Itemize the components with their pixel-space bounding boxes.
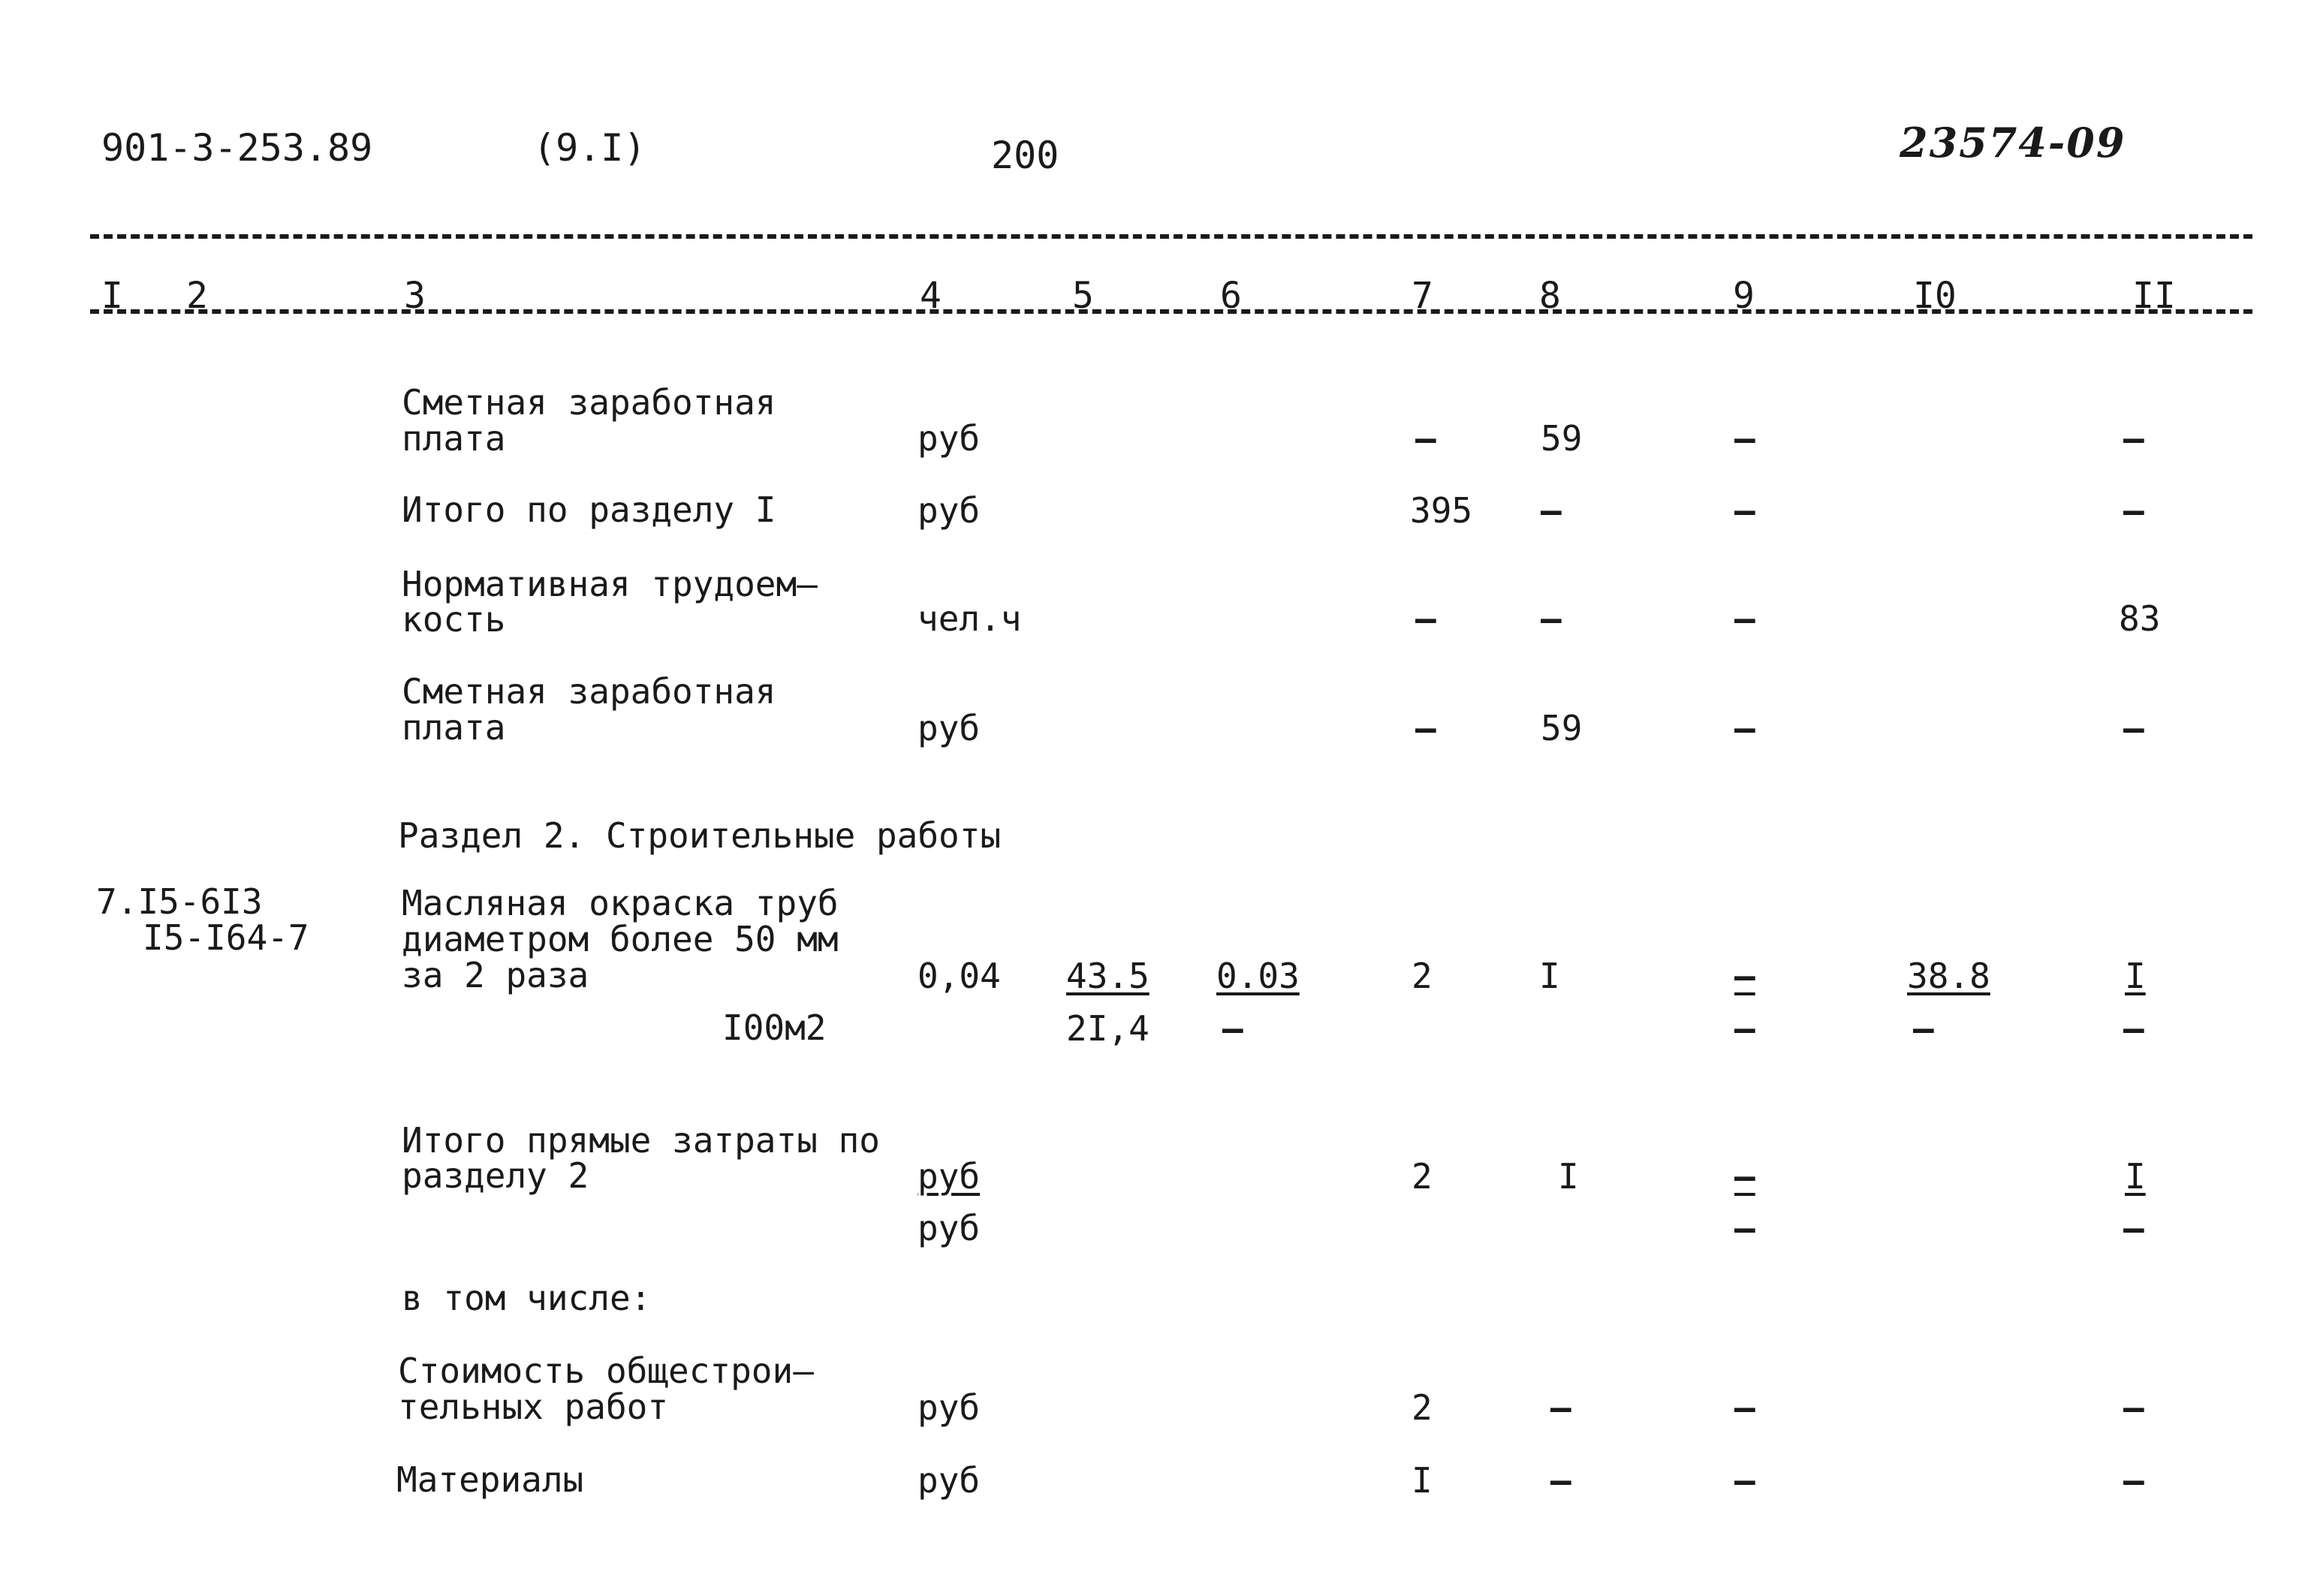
- col11-cell: –: [2123, 418, 2144, 459]
- unit-cell: руб: [917, 490, 981, 531]
- row-description-cont: диаметром более 50 мм: [402, 919, 839, 959]
- row-description: Итого прямые затраты по: [402, 1120, 880, 1161]
- row-description: Масляная окраска труб: [402, 883, 839, 923]
- col7-cell: –: [1415, 418, 1436, 459]
- row-description: Сметная заработная: [402, 671, 776, 712]
- col6-cell: 0.03: [1216, 956, 1300, 996]
- column-header-2: 2: [186, 275, 208, 317]
- col5-cell: 43.5: [1066, 956, 1149, 996]
- column-header-9: 9: [1733, 275, 1755, 317]
- col11-cell: I: [2125, 956, 2146, 996]
- unit-cell: руб: [917, 1156, 981, 1197]
- column-header-6: 6: [1220, 275, 1242, 317]
- norm-code: 7.I5-6I3: [96, 881, 263, 922]
- col9-cell: –: [1734, 490, 1755, 531]
- row-description-cont: кость: [402, 599, 506, 640]
- col7-cell: 2: [1412, 956, 1433, 996]
- measure-unit: I00м2: [722, 1007, 827, 1048]
- col9-cell: –: [1734, 1156, 1755, 1197]
- unit-cell: руб: [917, 1387, 981, 1428]
- col9-cell: –: [1734, 1387, 1755, 1428]
- col7-cell: 2: [1412, 1156, 1433, 1197]
- row-description-cont: плата: [402, 418, 506, 459]
- column-header-4: 4: [920, 275, 942, 317]
- row-description: Нормативная трудоем–: [402, 564, 818, 604]
- col7-cell: –: [1415, 598, 1436, 639]
- column-header-8: 8: [1539, 275, 1561, 317]
- row-description: Сметная заработная: [402, 382, 776, 423]
- col7-cell: –: [1415, 708, 1436, 748]
- section-heading: Раздел 2. Строительные работы: [398, 815, 1002, 856]
- col7-cell: 395: [1410, 490, 1473, 531]
- unit-cell: чел.ч: [917, 598, 1022, 639]
- col11-cell-sub: –: [2123, 1208, 2144, 1248]
- column-header-1: I: [101, 275, 123, 317]
- document-code: 901-3-253.89: [101, 126, 373, 170]
- quantity-cell: 0,04: [917, 956, 1001, 996]
- col9-cell: –: [1734, 418, 1755, 459]
- col9-cell-sub: –: [1734, 1208, 1755, 1248]
- col6-cell-sub: –: [1222, 1008, 1243, 1049]
- col9-cell: –: [1734, 1460, 1755, 1501]
- page-number: 200: [991, 134, 1059, 177]
- archive-stamp-number: 23574-09: [1900, 119, 2126, 167]
- col9-cell: –: [1734, 956, 1755, 996]
- row-description: Материалы: [396, 1459, 584, 1500]
- col10-cell: 38.8: [1907, 956, 1990, 996]
- col8-cell: –: [1541, 598, 1562, 639]
- column-header-10: I0: [1913, 275, 1957, 317]
- col9-cell: –: [1734, 598, 1755, 639]
- column-header-7: 7: [1412, 275, 1433, 317]
- col9-cell: –: [1734, 708, 1755, 748]
- col11-cell: –: [2123, 1460, 2144, 1501]
- col11-cell: –: [2123, 1387, 2144, 1428]
- row-description-cont: разделу 2: [402, 1155, 589, 1196]
- col9-cell-sub: –: [1734, 1008, 1755, 1049]
- col8-cell: 59: [1541, 418, 1583, 459]
- column-header-3: 3: [404, 275, 426, 317]
- row-description-cont: за 2 раза: [402, 955, 589, 995]
- row-description: Стоимость общестрои–: [398, 1351, 814, 1391]
- header-separator-line: [90, 234, 2252, 239]
- col8-cell: –: [1550, 1387, 1571, 1428]
- col8-cell: I: [1539, 956, 1560, 996]
- subtotal-label: в том числе:: [402, 1278, 652, 1318]
- row-description-cont: плата: [402, 707, 506, 748]
- col8-cell: –: [1541, 490, 1562, 531]
- section-reference: (9.I): [533, 126, 646, 170]
- column-header-5: 5: [1072, 275, 1094, 317]
- col11-cell-sub: –: [2123, 1008, 2144, 1049]
- col5-cell-sub: 2I,4: [1066, 1008, 1149, 1049]
- unit-cell: руб: [917, 1460, 981, 1501]
- col11-cell: 83: [2119, 598, 2161, 639]
- unit-cell: руб: [917, 418, 981, 459]
- col7-cell: I: [1412, 1460, 1433, 1501]
- col8-cell: –: [1550, 1460, 1571, 1501]
- col10-cell-sub: –: [1913, 1008, 1934, 1049]
- col11-cell: –: [2123, 490, 2144, 531]
- price-code: I5-I64-7: [143, 917, 309, 958]
- unit-cell: руб: [917, 708, 981, 748]
- row-description: Итого по разделу I: [402, 489, 776, 530]
- col11-cell: –: [2123, 708, 2144, 748]
- column-header-11: II: [2132, 275, 2176, 317]
- row-description-cont: тельных работ: [398, 1387, 669, 1427]
- col7-cell: 2: [1412, 1387, 1433, 1428]
- col8-cell: 59: [1541, 708, 1583, 748]
- unit-cell-sub: руб: [917, 1208, 981, 1248]
- col8-cell: I: [1558, 1156, 1579, 1197]
- col11-cell: I: [2125, 1156, 2146, 1197]
